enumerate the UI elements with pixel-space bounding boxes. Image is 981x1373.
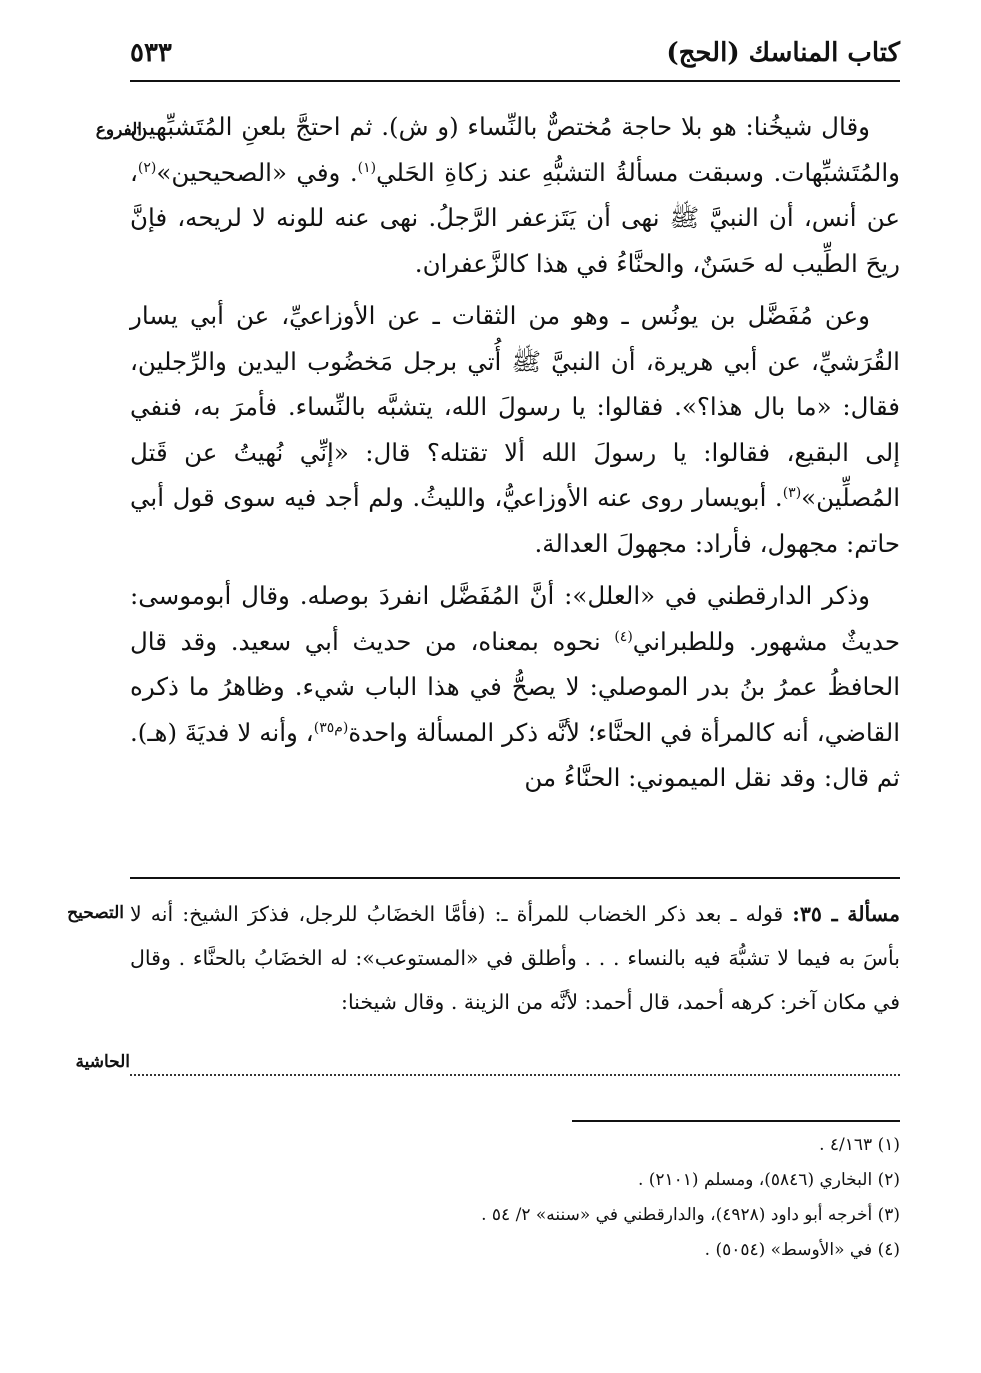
footnote-ref-3[interactable]: (٣) (782, 484, 802, 501)
footnote-2: (٢) البخاري (٥٨٤٦)، ومسلم (٢١٠١) . (637, 1170, 900, 1190)
margin-label-tashih: التصحيح (67, 903, 124, 923)
page-header (130, 30, 900, 82)
footnotes (130, 1128, 900, 1268)
section-divider (130, 877, 900, 879)
footnote-1: (١) ٤/١٦٣ . (819, 1135, 900, 1155)
paragraph-1: وقال شيخُنا: هو بلا حاجة مُختصٌّ بالنِّساء (و ش). ثم احتجَّ بلعنِ المُتَشبِّهين والمُتَشبِّهات. وسبقت مسألةُ التشبُّهِ عند زكاةِ الحَلي$^{(١)}$. وفي «الصحيحين»$^{(٢)}$، عن أنس، أن النبيَّ ﷺ نهى أن يَتَزعفر الرَّجلُ. نهى عنه للونه لا لريحه، فإنَّ ريحَ الطِّيب له حَسَنٌ، والحنَّاءُ في هذا كالزَّعفران. (130, 112, 900, 278)
page-number: ٥٣٣ (130, 38, 172, 68)
footnote-4: (٤) في «الأوسط» (٥٠٥٤) . (704, 1240, 900, 1260)
paragraph-2: وعن مُفَضَّل بن يونُس ـ وهو من الثقات ـ عن الأوزاعيِّ، عن أبي يسار القُرَشيِّ، عن أبي هريرة، أن النبيَّ ﷺ أُتي برجل مَخضُوب اليدين والرِّجلين، فقال: «ما بال هذا؟». فقالوا: يا رسولَ الله، يتشبَّه بالنِّساء. فأمرَ به، فنفي إلى البقيع، فقالوا: يا رسولَ الله ألا تقتله؟ قال: «إنِّي نُهيتُ عن قَتل المُصلِّين»$^{(٣)}$. أبويسار روى عنه الأوزاعيُّ، والليثُ. ولم أجد فيه سوى قول أبي حاتم: مجهول، فأراد: مجهولَ العدالة. (130, 301, 900, 558)
footnote-ref-2[interactable]: (٢) (137, 159, 157, 176)
tashih-text: قوله ـ بعد ذكر الخضاب للمرأة ـ: (فأمَّا الخضَابُ للرجل، فذكرَ الشيخ: أنه لا بأسَ به فيما لا تشبُّهَ فيه بالنساء . . . وأطلق في «المستوعب»: له الخضَابُ بالحنَّاء . وقال في مكان آخر: كرهه أحمد، قال أحمد: لأنَّه من الزينة . وقال شيخنا: (130, 902, 900, 1014)
footnote-3: (٣) أخرجه أبو داود (٤٩٢٨)، والدارقطني في «سننه» ٢/ ٥٤ . (481, 1205, 900, 1225)
margin-label-hashiya: الحاشية (75, 1052, 130, 1072)
footnote-divider (572, 1120, 900, 1122)
paragraph-3: وذكر الدارقطني في «العلل»: أنَّ المُفَضَّل انفردَ بوصله. وقال أبوموسى: حديثٌ مشهور. وللطبراني$^{(٤)}$ نحوه بمعناه، من حديث أبي سعيد. وقد قال الحافظُ عمرُ بنُ بدر الموصلي: لا يصحُّ في هذا الباب شيء. وظاهرُ ما ذكره القاضي، أنه كالمرأة في الحنَّاء؛ لأنَّه ذكر المسألة واحدة$^{(م٣٥)}$، وأنه لا فديَةَ (هـ). ثم قال: وقد نقل الميموني: الحنَّاءُ من (130, 581, 901, 792)
tashih-ref-35[interactable]: (م٣٥) (313, 719, 349, 736)
tashih-issue-number: مسألة ـ ٣٥: (792, 902, 901, 926)
running-title: كتاب المناسك (الحج) (666, 38, 900, 68)
main-text (130, 104, 900, 801)
tashih-section (130, 892, 900, 1024)
margin-label-furu: الفروع (95, 120, 142, 140)
footnote-ref-1[interactable]: (١) (357, 159, 377, 176)
hashiya-dotted-line (130, 1074, 900, 1076)
footnote-ref-4[interactable]: (٤) (614, 628, 633, 645)
